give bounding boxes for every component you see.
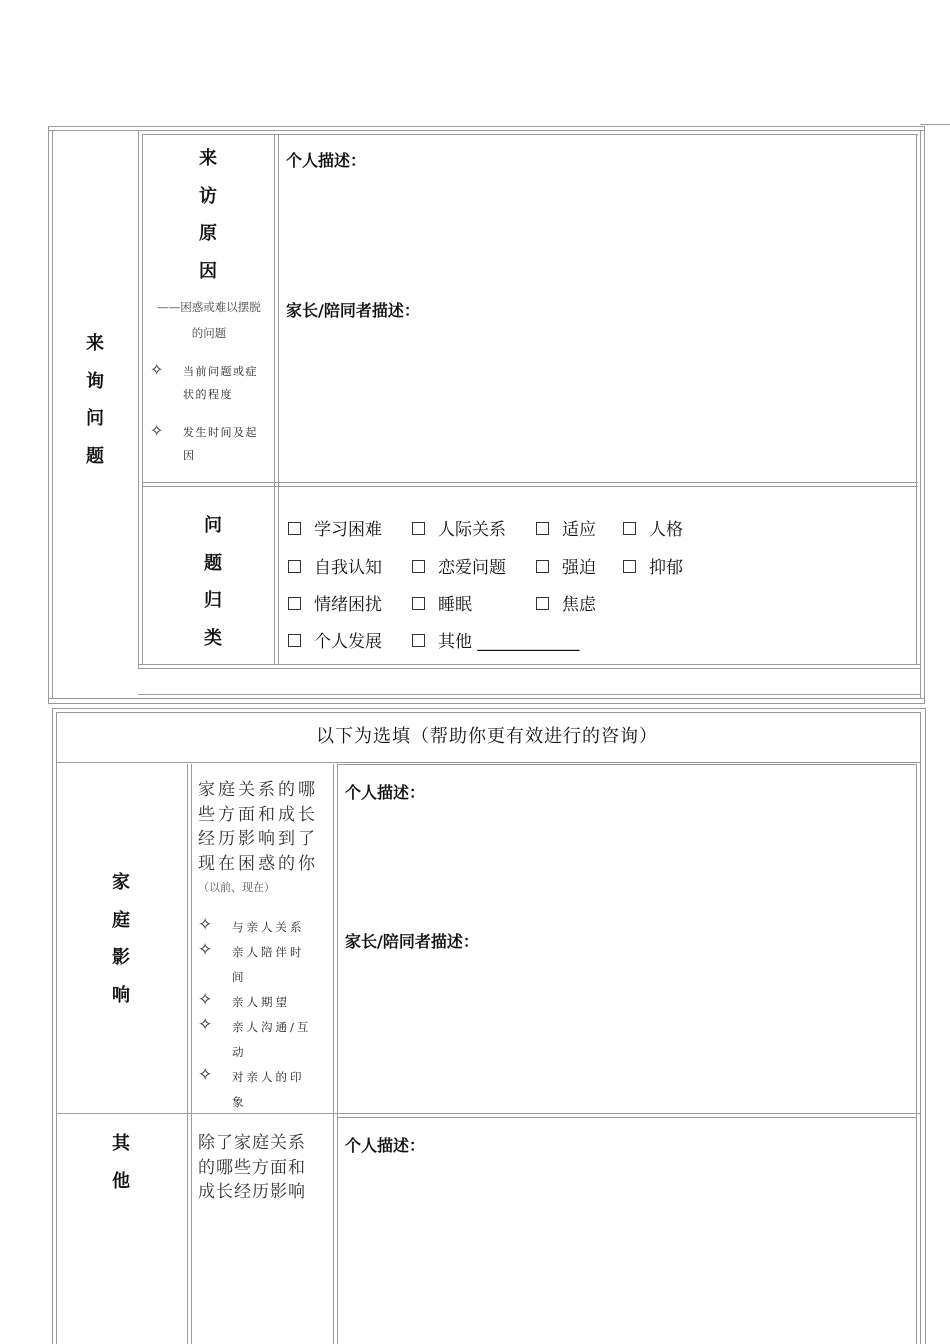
- bullet-text: 亲人期望: [232, 995, 290, 1009]
- note-line: 的问题: [191, 326, 227, 340]
- checkbox-icon[interactable]: [536, 560, 549, 573]
- category-label: 抑郁: [649, 558, 683, 578]
- prompt-line: 些方面和成长: [198, 804, 318, 825]
- category-checkbox[interactable]: [536, 590, 596, 615]
- category-checkbox[interactable]: [288, 553, 382, 578]
- prompt-note: （以前、现在）: [198, 881, 275, 894]
- optional-banner: 以下为选填（帮助你更有效进行的咨询）: [316, 726, 658, 747]
- family-bullet-cont: [198, 965, 333, 990]
- category-label: 适应: [562, 520, 596, 540]
- prompt-line: 除了家庭关系: [198, 1133, 306, 1153]
- title-char: 因: [199, 260, 217, 282]
- family-bullet: [198, 940, 333, 965]
- title-char: 归: [204, 590, 222, 611]
- category-checkbox[interactable]: [412, 553, 506, 578]
- diamond-bullet-icon: ✧: [150, 360, 164, 379]
- reason-bullet: [150, 421, 275, 467]
- side-char: 响: [112, 984, 130, 1006]
- category-checkbox[interactable]: [536, 515, 596, 540]
- title-char: 类: [204, 627, 222, 649]
- title-char: 题: [204, 552, 222, 574]
- category-checkbox[interactable]: [412, 590, 472, 615]
- side-char: 家: [112, 872, 130, 893]
- bullet-text: 亲人沟通/互: [232, 1020, 312, 1034]
- diamond-bullet-icon: ✧: [198, 1015, 213, 1035]
- title-char: 访: [199, 185, 217, 207]
- family-bullets: [198, 915, 333, 1115]
- checkbox-icon[interactable]: [412, 560, 425, 573]
- category-label: 自我认知: [314, 558, 382, 578]
- other-prompt: [198, 1131, 333, 1205]
- bullet-text: 象: [232, 1095, 247, 1109]
- family-bullet-cont: [198, 1040, 333, 1065]
- bullet-text: 与亲人关系: [232, 920, 305, 934]
- parent-description-label: 家长/陪同者描述：: [286, 301, 420, 320]
- category-label: 恋爱问题: [438, 558, 506, 578]
- category-label: 强迫: [562, 558, 596, 578]
- checkbox-icon[interactable]: [288, 634, 301, 647]
- checkbox-icon[interactable]: [288, 597, 301, 610]
- bullet-text: 亲人陪伴时: [232, 945, 305, 959]
- category-checkbox[interactable]: [288, 515, 382, 540]
- checkbox-icon[interactable]: [412, 634, 425, 647]
- category-checkbox[interactable]: [623, 553, 683, 578]
- category-checkbox[interactable]: [536, 553, 596, 578]
- prompt-line: 经历影响到了: [198, 829, 318, 849]
- note-line: ——困惑或难以摆脱: [157, 300, 261, 314]
- family-bullet: [198, 1015, 333, 1040]
- bullet-text: 发生时间及起: [183, 426, 258, 439]
- bullet-text: 当前问题或症: [183, 365, 258, 378]
- visit-reason-title: [183, 140, 233, 290]
- category-checkbox-other[interactable]: [412, 627, 579, 652]
- inquiry-problem-label: [70, 325, 120, 475]
- checkbox-icon[interactable]: [536, 522, 549, 535]
- bullet-text: 间: [232, 970, 247, 984]
- category-label: 人格: [649, 520, 683, 540]
- family-parent-label: 家长/陪同者描述：: [345, 932, 479, 951]
- side-char: 他: [112, 1170, 130, 1192]
- title-char: 问: [204, 515, 222, 536]
- category-label: 人际关系: [438, 520, 506, 540]
- bullet-text: 动: [232, 1045, 247, 1059]
- visit-reason-note: [145, 294, 273, 346]
- category-checkbox[interactable]: [412, 515, 506, 540]
- category-label: 学习困难: [314, 520, 382, 540]
- personal-description-label: 个人描述：: [286, 151, 367, 170]
- other-label: [96, 1125, 146, 1200]
- checkbox-icon[interactable]: [623, 522, 636, 535]
- checkbox-icon[interactable]: [623, 560, 636, 573]
- side-char: 庭: [112, 909, 130, 931]
- diamond-bullet-icon: ✧: [198, 990, 213, 1010]
- side-char: 其: [112, 1133, 130, 1154]
- title-char: 来: [199, 148, 217, 169]
- category-label: 其他 ____________: [438, 632, 580, 652]
- prompt-line: 成长经历影响: [198, 1182, 306, 1202]
- diamond-bullet-icon: ✧: [198, 1065, 213, 1085]
- family-bullet: [198, 915, 333, 940]
- diamond-bullet-icon: ✧: [150, 421, 164, 440]
- other-personal-label: 个人描述：: [345, 1136, 426, 1155]
- bullet-text: 状的程度: [183, 388, 233, 401]
- category-label: 睡眠: [438, 595, 472, 615]
- side-char: 询: [86, 370, 104, 392]
- prompt-line: 的哪些方面和: [198, 1157, 306, 1178]
- checkbox-icon[interactable]: [288, 560, 301, 573]
- title-char: 原: [199, 223, 217, 244]
- side-char: 影: [112, 947, 130, 968]
- checkbox-icon[interactable]: [536, 597, 549, 610]
- family-prompt: [198, 778, 333, 901]
- family-bullet-cont: [198, 1090, 333, 1115]
- checkbox-icon[interactable]: [412, 522, 425, 535]
- reason-bullet: [150, 360, 275, 406]
- checkbox-icon[interactable]: [288, 522, 301, 535]
- diamond-bullet-icon: ✧: [198, 940, 213, 960]
- family-influence-label: [96, 864, 146, 1014]
- problem-category-title: [188, 507, 238, 657]
- category-checkbox[interactable]: [288, 590, 382, 615]
- family-personal-label: 个人描述：: [345, 783, 426, 802]
- diamond-bullet-icon: ✧: [198, 915, 213, 935]
- side-char: 来: [86, 333, 104, 354]
- category-label: 情绪困扰: [314, 595, 382, 615]
- category-checkbox[interactable]: [288, 627, 382, 652]
- category-checkbox[interactable]: [623, 515, 683, 540]
- family-bullet: [198, 990, 333, 1015]
- side-char: 题: [86, 445, 104, 467]
- side-char: 问: [86, 408, 104, 429]
- prompt-line: 现在困惑的你: [198, 853, 318, 874]
- category-label: 个人发展: [314, 632, 382, 652]
- bullet-text: 因: [183, 449, 196, 462]
- bullet-text: 对亲人的印: [232, 1070, 305, 1084]
- prompt-line: 家庭关系的哪: [198, 780, 318, 800]
- category-label: 焦虑: [562, 595, 596, 615]
- family-bullet: [198, 1065, 333, 1090]
- checkbox-icon[interactable]: [412, 597, 425, 610]
